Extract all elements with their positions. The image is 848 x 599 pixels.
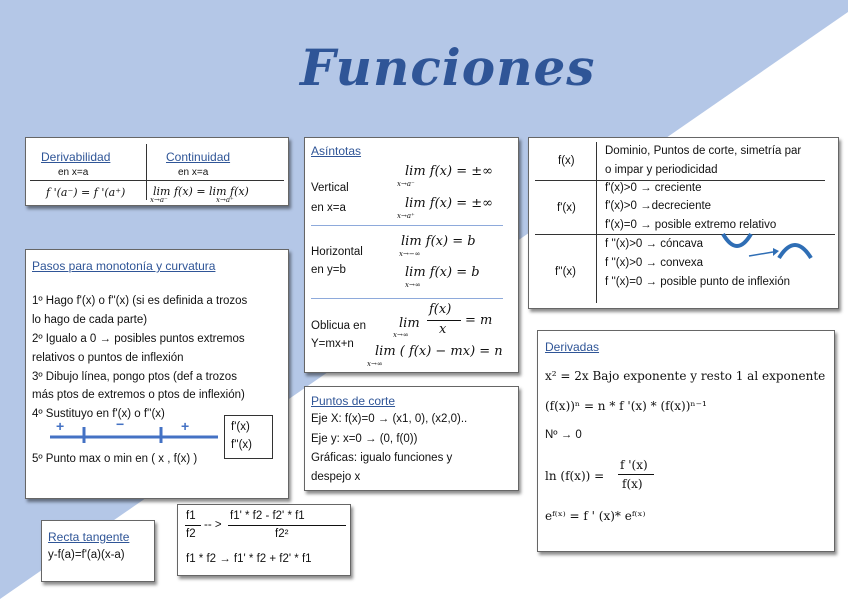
derivative-box-line2: f''(x): [231, 439, 252, 451]
recta-formula: y-f(a)=f'(a)(x-a): [48, 549, 125, 561]
puntos-heading: Puntos de corte: [311, 394, 396, 408]
deriv-cont-card: [25, 137, 289, 206]
vertical-label-2: en x=a: [311, 202, 346, 214]
tabla-r1-label: f(x): [558, 155, 575, 167]
horizontal-formula-1: lim f(x) = b: [401, 234, 476, 249]
derivabilidad-heading: Derivabilidad: [41, 150, 111, 164]
recta-card: [41, 520, 155, 582]
asintotas-heading: Asíntotas: [311, 144, 362, 158]
step2-line2: relativos o puntos de inflexión: [32, 352, 184, 364]
step1-line2: lo hago de cada parte): [32, 314, 148, 326]
continuidad-sub: en x=a: [178, 167, 209, 178]
sign-plus-2: +: [181, 418, 190, 434]
derivadas-ln-num: f '(x): [620, 458, 648, 472]
puntos-line3: Gráficas: igualo funciones y: [311, 452, 453, 464]
derivabilidad-formula: f '(a⁻) = f '(a⁺): [46, 186, 126, 199]
cociente-arrow: -- >: [204, 519, 222, 531]
continuidad-formula: lim f(x) = lim f(x): [153, 185, 249, 198]
vertical-formula-1: lim f(x) = ±∞: [405, 164, 493, 179]
tabla-vertical-divider: [596, 142, 597, 303]
tabla-r2-label: f'(x): [557, 202, 576, 214]
asintotas-divider-1: [311, 225, 503, 226]
tabla-divider-1: [535, 180, 825, 181]
horizontal-formula-2: lim f(x) = b: [405, 265, 480, 280]
derivadas-ln-bar: [618, 474, 654, 475]
sign-plus-1: +: [56, 418, 65, 434]
continuidad-heading: Continuidad: [166, 150, 231, 164]
tabla-r3-a: f ''(x)>0 → cóncava: [605, 238, 704, 250]
step1-line1: 1º Hago f'(x) o f''(x) (si es definida a trozos: [32, 295, 248, 307]
frac2-bar: [228, 525, 346, 526]
vertical-divider: [146, 144, 147, 200]
derivadas-line2: (f(x))ⁿ = n * f '(x) * (f(x))ⁿ⁻¹: [545, 399, 707, 413]
derivadas-ln-den: f(x): [622, 477, 643, 491]
oblicua-lim-sub: x→∞: [393, 331, 409, 339]
horizontal-divider: [30, 180, 284, 181]
frac2-den: f2²: [275, 528, 289, 540]
vertical-formula-2: lim f(x) = ±∞: [405, 196, 493, 211]
oblicua-frac-den: x: [439, 322, 447, 337]
sign-minus: −: [116, 416, 125, 432]
oblicua-formula-2: lim ( f(x) − mx) = n: [375, 344, 503, 359]
derivative-box: [224, 415, 273, 459]
tabla-r2-a: f'(x)>0 → creciente: [605, 182, 702, 194]
derivadas-line1: x² = 2x Bajo exponente y resto 1 al exponente: [545, 369, 826, 383]
vertical-formula-2-sub: x→a⁺: [397, 212, 415, 220]
puntos-line2: Eje y: x=0 → (0, f(0)): [311, 433, 418, 445]
tabla-r1-a: Dominio, Puntos de corte, simetría par: [605, 145, 802, 157]
asintotas-card: [304, 137, 519, 373]
oblicua-lim: lim: [399, 316, 420, 331]
concave-convex-sketch: [719, 228, 831, 264]
puntos-line1: Eje X: f(x)=0 → (x1, 0), (x2,0)..: [311, 413, 468, 425]
oblicua-label-1: Oblicua en: [311, 320, 366, 332]
tabla-r2-c: f'(x)=0 → posible extremo relativo: [605, 219, 777, 231]
frac2-num: f1' * f2 - f2' * f1: [230, 510, 305, 522]
oblicua-label-2: Y=mx+n: [311, 338, 354, 350]
tabla-r3-label: f''(x): [555, 266, 576, 278]
horizontal-formula-2-sub: x→∞: [405, 281, 421, 289]
step5: 5º Punto max o min en ( x , f(x) ): [32, 453, 198, 465]
tabla-r3-c: f ''(x)=0 → posible punto de inflexión: [605, 276, 790, 288]
tabla-r2-b: f'(x)>0 →decreciente: [605, 200, 712, 212]
oblicua-formula-2-sub: x→∞: [367, 360, 383, 368]
puntos-line4: despejo x: [311, 471, 361, 483]
step4: 4º Sustituyo en f'(x) o f''(x): [32, 408, 165, 420]
continuidad-sub-left: x→a⁻: [150, 196, 168, 204]
derivadas-card: [537, 330, 835, 552]
horizontal-formula-1-sub: x→−∞: [399, 250, 421, 258]
derivadas-heading: Derivadas: [545, 340, 600, 354]
tabla-card: [528, 137, 839, 309]
puntos-card: [304, 386, 519, 491]
oblicua-eq-m: = m: [465, 313, 493, 328]
horizontal-label-1: Horizontal: [311, 246, 363, 258]
tabla-r3-b: f ''(x)>0 → convexa: [605, 257, 704, 269]
continuidad-sub-right: x→a⁺: [216, 196, 234, 204]
monotonia-card: [25, 249, 289, 499]
recta-heading: Recta tangente: [48, 530, 130, 544]
derivabilidad-sub: en x=a: [58, 167, 89, 178]
derivadas-ln-left: ln (f(x)) =: [545, 469, 605, 483]
step3-line2: más ptos de extremos o ptos de inflexión): [32, 389, 245, 401]
derivative-box-line1: f'(x): [231, 421, 250, 433]
frac1-num: f1: [186, 510, 196, 522]
oblicua-frac-num: f(x): [429, 302, 452, 317]
asintotas-divider-2: [311, 298, 503, 299]
vertical-label-1: Vertical: [311, 182, 349, 194]
cociente-card: [177, 504, 351, 576]
page-title: Funciones: [300, 38, 596, 97]
tabla-r1-b: o impar y periodicidad: [605, 164, 718, 176]
horizontal-label-2: en y=b: [311, 264, 346, 276]
frac1-den: f2: [186, 528, 196, 540]
product-rule: f1 * f2 → f1' * f2 + f2' * f1: [186, 553, 312, 565]
step2-line1: 2º Igualo a 0 → posibles puntos extremos: [32, 333, 245, 345]
derivadas-line5: eᶠ⁽ˣ⁾ = f ' (x)* eᶠ⁽ˣ⁾: [545, 509, 646, 523]
vertical-formula-1-sub: x→a⁻: [397, 180, 415, 188]
sign-line: [48, 420, 220, 444]
derivadas-line3: Nº → 0: [545, 429, 582, 441]
oblicua-frac-bar: [427, 320, 461, 321]
monotonia-heading: Pasos para monotonía y curvatura: [32, 259, 216, 273]
step3-line1: 3º Dibujo línea, pongo ptos (def a trozos: [32, 371, 237, 383]
frac1-bar: [185, 525, 201, 526]
